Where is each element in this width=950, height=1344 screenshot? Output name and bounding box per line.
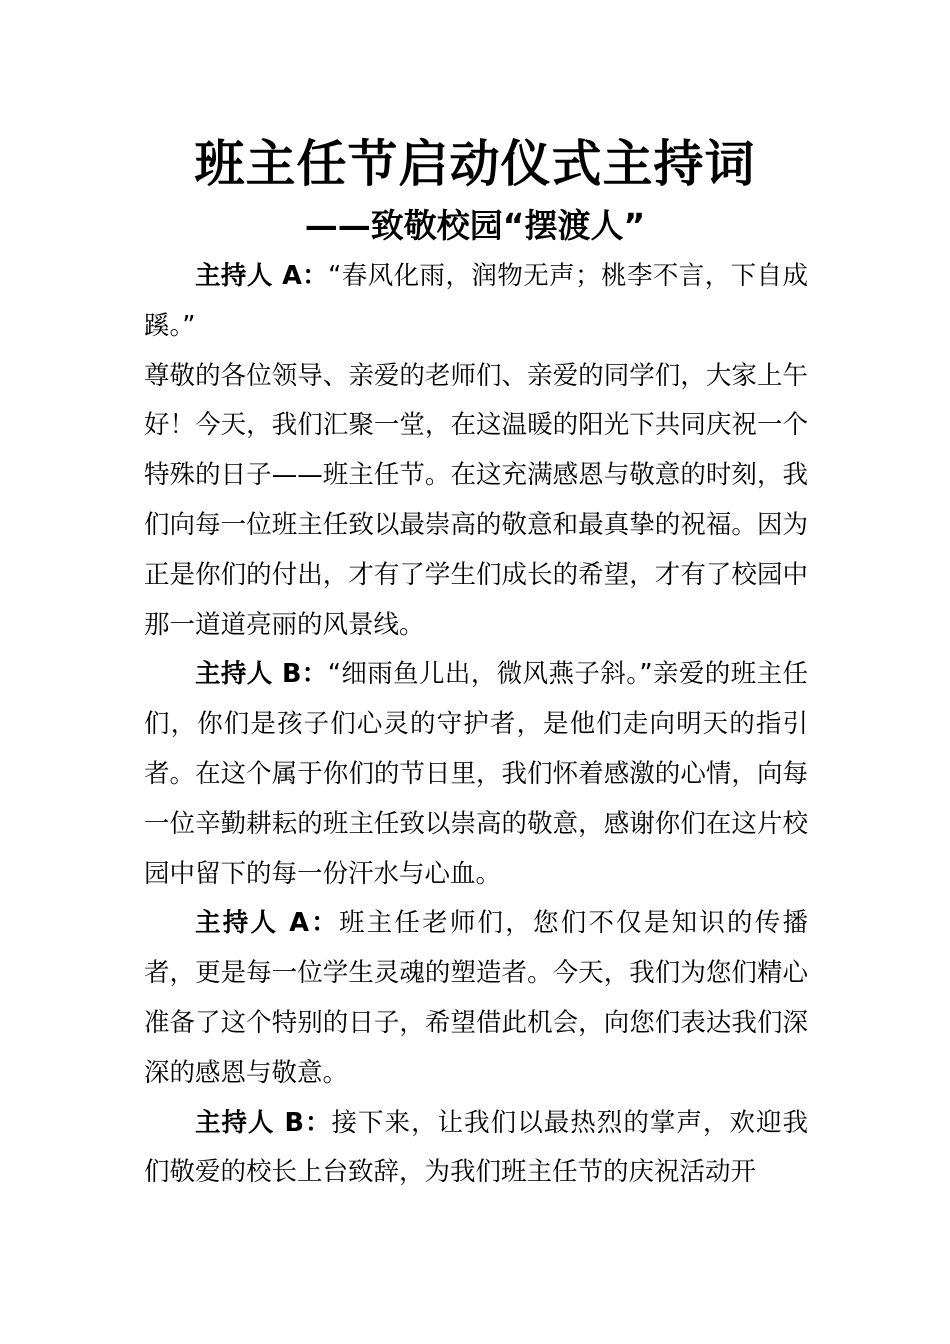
paragraph-greeting — [144, 352, 808, 651]
paragraph-text: “春风化雨，润物无声；桃李不言，下自成蹊。” — [144, 261, 808, 341]
paragraph-host-b-tribute — [144, 650, 808, 899]
speaker-label: 主持人 B： — [195, 659, 328, 690]
document-body — [144, 252, 808, 1198]
paragraph-host-b-welcome — [144, 1099, 808, 1199]
paragraph-text: 班主任老师们，您们不仅是知识的传播者，更是每一位学生灵魂的塑造者。今天，我们为您们精心准备了这个特别的日子，希望借此机会，向您们表达我们深深的感恩与敬意。 — [144, 908, 808, 1088]
paragraph-text: “细雨鱼儿出，微风燕子斜。”亲爱的班主任们，你们是孩子们心灵的守护者，是他们走向明天的指引者。在这个属于你们的节日里，我们怀着感激的心情，向每一位辛勤耕耘的班主任致以崇高的敬意，感谢你们在这片校园中留下的每一份汗水与心血。 — [144, 659, 808, 889]
speaker-label: 主持人 A： — [195, 908, 339, 939]
paragraph-host-a-opening — [144, 252, 808, 352]
speaker-label: 主持人 B： — [195, 1107, 332, 1138]
document-subtitle: ——致敬校园“摆渡人” — [304, 206, 646, 245]
paragraph-text: 接下来，让我们以最热烈的掌声，欢迎我们敬爱的校长上台致辞，为我们班主任节的庆祝活动开 — [144, 1107, 808, 1188]
speaker-label: 主持人 A： — [195, 261, 329, 291]
paragraph-host-a-thanks — [144, 899, 808, 1098]
paragraph-text: 尊敬的各位领导、亲爱的老师们、亲爱的同学们，大家上午好！今天，我们汇聚一堂，在这温暖的阳光下共同庆祝一个特殊的日子——班主任节。在这充满感恩与敬意的时刻，我们向每一位班主任致以最崇高的敬意和最真挚的祝福。因为正是你们的付出，才有了学生们成长的希望，才有了校园中那一道道亮丽的风景线。 — [144, 360, 808, 640]
document-title: 班主任节启动仪式主持词 — [194, 135, 756, 193]
